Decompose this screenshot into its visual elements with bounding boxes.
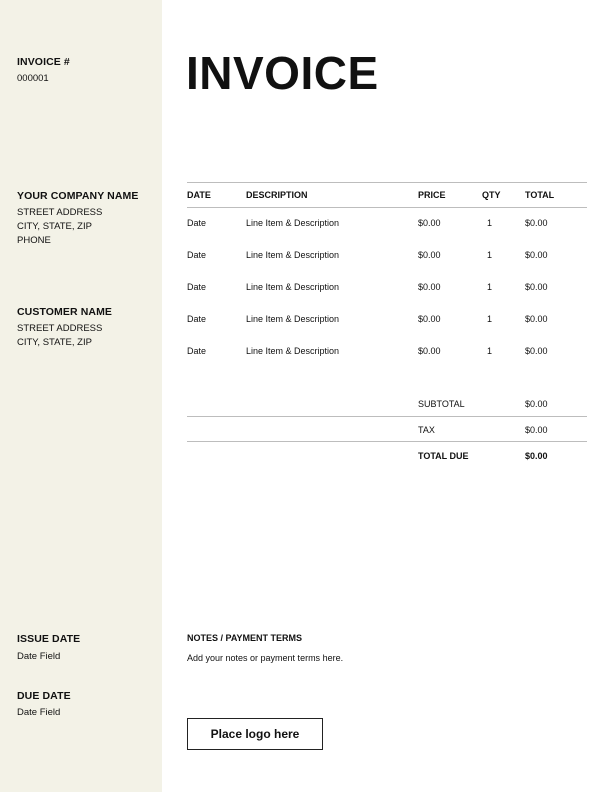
column-header-qty: QTY [482, 190, 501, 200]
company-city: CITY, STATE, ZIP [17, 221, 92, 232]
due-date-value: Date Field [17, 707, 61, 718]
customer-city: CITY, STATE, ZIP [17, 337, 92, 348]
total-due-value: $0.00 [525, 451, 548, 461]
row-4-price: $0.00 [418, 314, 441, 324]
row-4-total: $0.00 [525, 314, 548, 324]
total-due-label: TOTAL DUE [418, 451, 469, 461]
row-1-qty: 1 [487, 218, 493, 228]
row-3-price: $0.00 [418, 282, 441, 292]
company-street: STREET ADDRESS [17, 207, 103, 218]
column-header-price: PRICE [418, 190, 446, 200]
subtotal-divider [187, 416, 587, 417]
subtotal-label: SUBTOTAL [418, 399, 465, 409]
tax-label: TAX [418, 425, 435, 435]
row-1-date: Date [187, 218, 207, 228]
due-date-label: DUE DATE [17, 690, 71, 702]
customer-street: STREET ADDRESS [17, 323, 103, 334]
row-1-price: $0.00 [418, 218, 441, 228]
logo-placeholder [187, 718, 323, 750]
column-header-description: DESCRIPTION [246, 190, 308, 200]
issue-date-label: ISSUE DATE [17, 633, 81, 645]
row-2-date: Date [187, 250, 207, 260]
page-title: INVOICE [186, 47, 379, 99]
row-3-qty: 1 [487, 282, 493, 292]
row-3-date: Date [187, 282, 207, 292]
row-4-description: Line Item & Description [246, 314, 340, 324]
row-1-total: $0.00 [525, 218, 548, 228]
row-2-description: Line Item & Description [246, 250, 340, 260]
subtotal-value: $0.00 [525, 399, 548, 409]
tax-divider [187, 441, 587, 442]
row-5-qty: 1 [487, 346, 493, 356]
table-top-divider [187, 182, 587, 183]
row-5-price: $0.00 [418, 346, 441, 356]
table-header-divider [187, 207, 587, 208]
invoice-number-value: 000001 [17, 73, 49, 84]
row-4-date: Date [187, 314, 207, 324]
column-header-date: DATE [187, 190, 211, 200]
row-5-description: Line Item & Description [246, 346, 340, 356]
tax-value: $0.00 [525, 425, 548, 435]
row-5-date: Date [187, 346, 207, 356]
row-3-description: Line Item & Description [246, 282, 340, 292]
logo-placeholder-label: Place logo here [210, 727, 300, 741]
row-4-qty: 1 [487, 314, 493, 324]
company-name: YOUR COMPANY NAME [17, 190, 139, 202]
row-3-total: $0.00 [525, 282, 548, 292]
invoice-number-label: INVOICE # [17, 56, 70, 68]
row-2-qty: 1 [487, 250, 493, 260]
issue-date-value: Date Field [17, 651, 61, 662]
sidebar [0, 0, 162, 792]
column-header-total: TOTAL [525, 190, 555, 200]
customer-name: CUSTOMER NAME [17, 306, 113, 318]
row-2-price: $0.00 [418, 250, 441, 260]
notes-heading: NOTES / PAYMENT TERMS [187, 633, 303, 643]
row-1-description: Line Item & Description [246, 218, 340, 228]
row-2-total: $0.00 [525, 250, 548, 260]
notes-text: Add your notes or payment terms here. [187, 653, 344, 663]
company-phone: PHONE [17, 235, 51, 246]
row-5-total: $0.00 [525, 346, 548, 356]
